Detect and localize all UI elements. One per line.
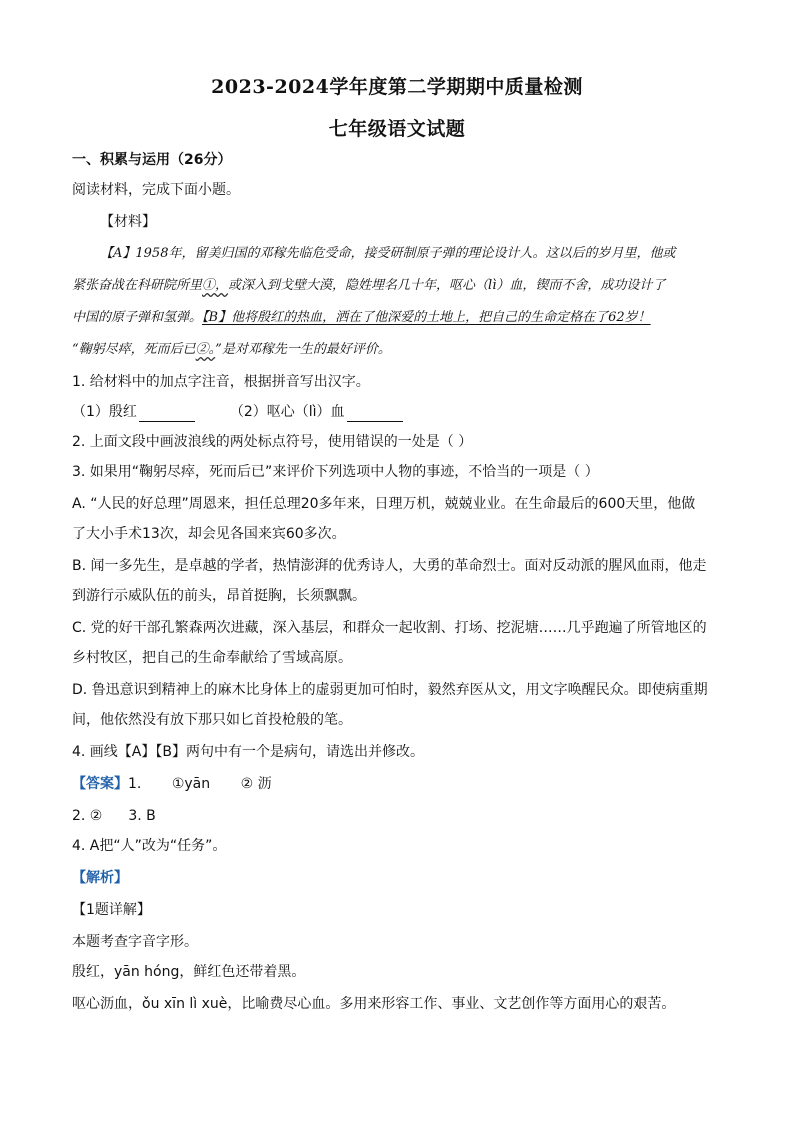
material-line-2a: 紧张奋战在科研院所里 <box>72 278 203 293</box>
analysis-line-3: 呕心沥血，ǒu xīn lì xuè，比喻费尽心血。多用来形容工作、事业、文艺创作等方面用心的艰苦。 <box>72 996 676 1012</box>
q1-part-a: （1）殷红 <box>72 404 137 420</box>
q1-part-b: （2）呕心（lì）血 <box>229 404 345 420</box>
answer-1-num: 1. <box>128 776 142 792</box>
underlined-sentence-b: 【B】他将殷红的热血，洒在了他深爱的土地上，把自己的生命定格在了62岁！ <box>202 310 651 325</box>
option-b-line-2: 到游行示威队伍的前头，昂首挺胸，长须飘飘。 <box>72 588 366 604</box>
material-line-4c: ”是对邓稼先一生的最好评价。 <box>215 342 391 357</box>
option-d-line-1: D. 鲁迅意识到精神上的麻木比身体上的虚弱更加可怕时，毅然弃医从文，用文字唤醒民众。即使病重期 <box>72 682 708 698</box>
page-subtitle: 七年级语文试题 <box>328 118 466 140</box>
material-label: 【材料】 <box>100 214 156 230</box>
answer-4: 4. A把“人”改为“任务”。 <box>72 838 227 854</box>
material-line-2 <box>72 276 665 296</box>
answer-line-1 <box>72 774 272 794</box>
question-3: 3. 如果用“鞠躬尽瘁，死而后已”来评价下列选项中人物的事迹，不恰当的一项是（ ） <box>72 464 599 480</box>
option-a-line-1: A. “人民的好总理”周恩来，担任总理20多年来，日理万机，兢兢业业。在生命最后的600天里，他做 <box>72 496 696 512</box>
wavy-punct-1: ①， <box>202 278 229 293</box>
section-heading: 一、积累与运用（26分） <box>72 152 232 168</box>
material-line-4a: “鞠躬尽瘁，死而后已 <box>72 342 196 357</box>
answer-blank <box>347 407 403 422</box>
option-c-line-2: 乡村牧区，把自己的生命奉献给了雪域高原。 <box>72 650 352 666</box>
material-line-4 <box>72 340 391 360</box>
answer-1-part-1: ①yān <box>171 776 211 792</box>
answer-blank <box>139 407 195 422</box>
answer-1-part-2: ② 沥 <box>240 776 272 792</box>
question-4: 4. 画线【A】【B】两句中有一个是病句，请选出并修改。 <box>72 744 424 760</box>
analysis-line-2: 殷红，yān hóng，鲜红色还带着黑。 <box>72 964 306 980</box>
page-title: 2023-2024学年度第二学期期中质量检测 <box>211 76 583 98</box>
intro-text: 阅读材料，完成下面小题。 <box>72 182 240 198</box>
answer-label: 【答案】 <box>72 776 128 792</box>
option-a-line-2: 了大小手术13次，却会见各国来宾60多次。 <box>72 526 346 542</box>
question-1: 1. 给材料中的加点字注音，根据拼音写出汉字。 <box>72 374 370 390</box>
material-line-3 <box>72 308 651 328</box>
option-d-line-2: 间，他依然没有放下那只如匕首投枪般的笔。 <box>72 712 352 728</box>
detail-label: 【1题详解】 <box>72 902 151 918</box>
option-c-line-1: C. 党的好干部孔繁森两次进藏，深入基层，和群众一起收割、打场、挖泥塘……几乎跑遍了所管地区的 <box>72 620 707 636</box>
option-b-line-1: B. 闻一多先生，是卓越的学者，热情澎湃的优秀诗人，大勇的革命烈士。面对反动派的腥风血雨，他走 <box>72 558 707 574</box>
wavy-punct-2: ②。 <box>195 342 216 357</box>
question-2: 2. 上面文段中画波浪线的两处标点符号，使用错误的一处是（ ） <box>72 434 473 450</box>
answer-3: 3. B <box>128 808 156 824</box>
material-line-3a: 中国的原子弹和氢弹。 <box>72 310 203 325</box>
answer-2: 2. ② <box>72 808 103 824</box>
question-1-blanks <box>72 402 403 422</box>
analysis-line-1: 本题考查字音字形。 <box>72 934 198 950</box>
answer-line-2 <box>72 806 156 826</box>
material-line-2c: 或深入到戈壁大漠，隐姓埋名几十年，呕心（lì）血，锲而不舍，成功设计了 <box>228 278 666 293</box>
material-line-1: 【A】1958年，留美归国的邓稼先临危受命，接受研制原子弹的理论设计人。这以后的岁月里，他或 <box>100 246 676 261</box>
analysis-label: 【解析】 <box>72 870 128 886</box>
